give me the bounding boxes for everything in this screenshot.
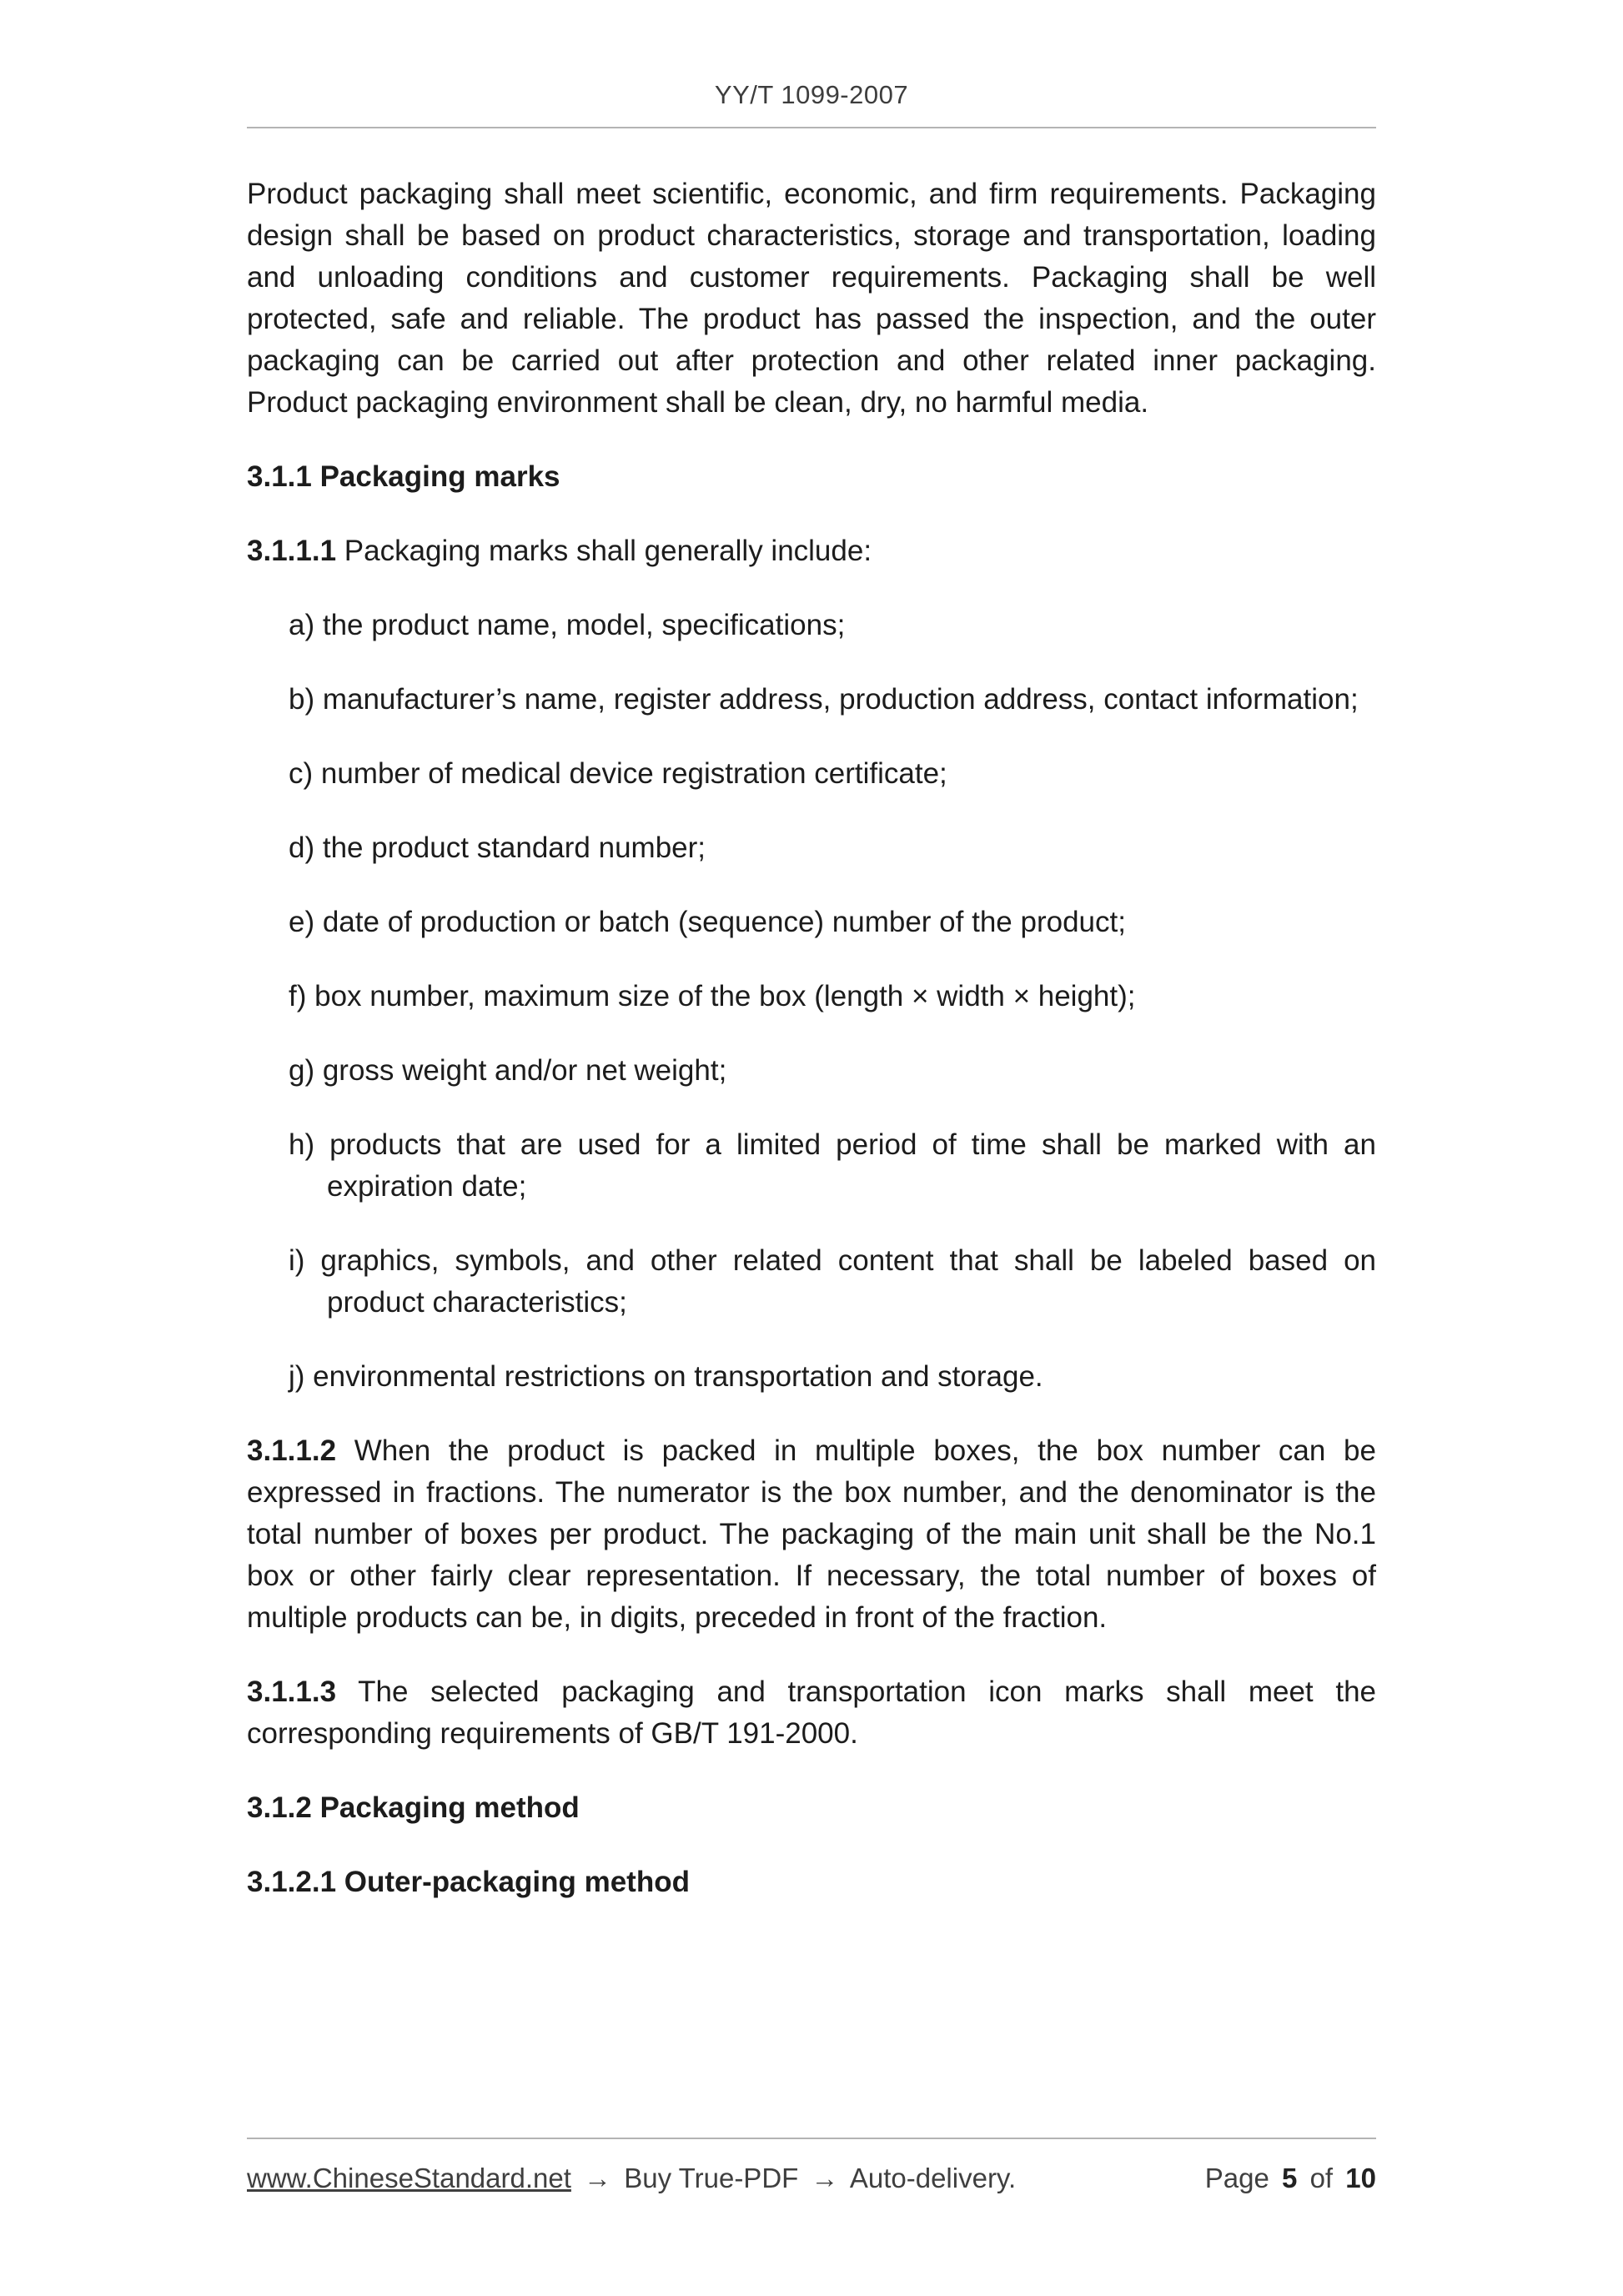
- current-page-number: 5: [1282, 2163, 1298, 2193]
- intro-paragraph: Product packaging shall meet scientific, economic, and firm requirements. Packaging design shall be based on product characteristics, storage and transportation, loading and unloading conditions and customer requirements. Packaging shall be well protected, safe and reliable. The product has passed the inspection, and the outer packaging can be carried out after protection and other related inner packaging. Product packaging environment shall be clean, dry, no harmful media.: [247, 178, 1376, 419]
- list-item-g: g) gross weight and/or net weight;: [289, 1054, 727, 1087]
- clause-3-1-1-2: [247, 1430, 1376, 1639]
- footer-promo: [247, 2163, 1021, 2194]
- packaging-marks-list: [289, 605, 1376, 1398]
- list-item-i: i) graphics, symbols, and other related content that shall be labeled based on product characteristics;: [289, 1244, 1376, 1319]
- list-item-b: b) manufacturer’s name, register address, production address, contact information;: [289, 683, 1359, 716]
- clause-3-1-1-1: [247, 530, 1376, 572]
- list-item-h: h) products that are used for a limited period of time shall be marked with an expiration date;: [289, 1128, 1376, 1203]
- page-indicator: [1200, 2163, 1376, 2194]
- page-header: [247, 0, 1376, 128]
- auto-delivery-text: Auto-delivery.: [849, 2163, 1017, 2193]
- heading-3-1-1: 3.1.1 Packaging marks: [247, 460, 560, 493]
- heading-3-1-2-1: 3.1.2.1 Outer-packaging method: [247, 1866, 690, 1898]
- clause-3-1-1-2-label: 3.1.1.2: [247, 1434, 337, 1467]
- total-page-count: 10: [1345, 2163, 1376, 2193]
- page-label: Page: [1204, 2163, 1269, 2193]
- footer-row: [247, 2163, 1376, 2194]
- list-item-d: d) the product standard number;: [289, 831, 706, 864]
- heading-3-1-2: 3.1.2 Packaging method: [247, 1791, 580, 1824]
- list-item-a: a) the product name, model, specifications;: [289, 609, 846, 641]
- header-divider: [247, 127, 1376, 128]
- clause-3-1-1-3: [247, 1671, 1376, 1755]
- buy-true-pdf-text: Buy True-PDF: [624, 2163, 799, 2193]
- of-label: of: [1309, 2163, 1334, 2193]
- list-item-f: f) box number, maximum size of the box (length × width × height);: [289, 980, 1136, 1012]
- list-item-j: j) environmental restrictions on transportation and storage.: [289, 1360, 1043, 1393]
- arrow-right-icon: →: [584, 2163, 612, 2193]
- list-item-e: e) date of production or batch (sequence) number of the product;: [289, 906, 1126, 938]
- standard-number: YY/T 1099-2007: [714, 80, 909, 109]
- clause-3-1-1-3-text: The selected packaging and transportation icon marks shall meet the corresponding requirements of GB/T 191-2000.: [247, 1676, 1376, 1750]
- footer-divider: [247, 2138, 1376, 2139]
- list-item-c: c) number of medical device registration certificate;: [289, 757, 947, 790]
- clause-3-1-1-3-label: 3.1.1.3: [247, 1676, 337, 1708]
- website-link[interactable]: www.ChineseStandard.net: [247, 2163, 571, 2193]
- clause-3-1-1-2-text: When the product is packed in multiple boxes, the box number can be expressed in fractions. The numerator is the box number, and the denominator is the total number of boxes per product. The packaging of the main unit shall be the No.1 box or other fairly clear representation. If necessary, the total number of boxes of multiple products can be, in digits, preceded in front of the fraction.: [247, 1434, 1376, 1634]
- clause-3-1-1-1-label: 3.1.1.1: [247, 535, 337, 567]
- arrow-right-icon: →: [811, 2163, 839, 2193]
- clause-3-1-1-1-text: Packaging marks shall generally include:: [344, 535, 872, 567]
- page-footer: [247, 2138, 1376, 2194]
- page-body: [247, 173, 1376, 1903]
